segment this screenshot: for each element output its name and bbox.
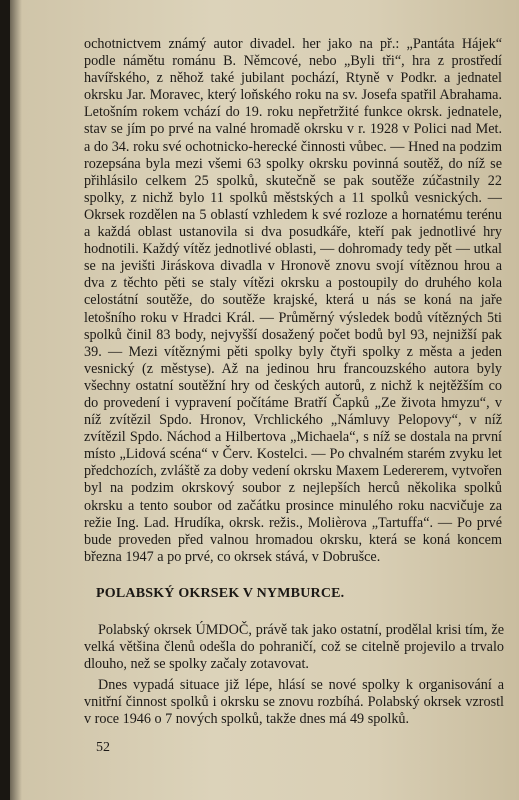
section-body bbox=[84, 622, 504, 733]
paragraph: ochotnictvem známý autor divadel. her jako na př.: „Pantáta Hájek“ podle námětu románu B. Němcové, nebo „Byli tři“, hra z prostředí havířského, z něhož také jubilant pochází, Rtyně v Podkr. a jednatel okrsku Jar. Moravec, který loňského roku na sv. Josefa spatřil Abrahama. Letošním rokem vchází do 19. roku nepřetržité funkce okrsk. jednatele, stav se jím po prvé na valné hromadě okrsku v r. 1928 v Polici nad Met. a do 34. roku své ochotnicko-herecké činnosti vůbec. — Hned na podzim rozepsána byla mezi všemi 63 spolky okrsku povinná soutěž, do níž se přihlásilo celkem 25 spolků, skutečně se pak soutěže zúčastnily 22 spolky, z nichž bylo 11 spolků městských a 11 spolků vesnických. — Okrsek rozdělen na 5 oblastí vzhledem k své rozloze a hornatému terénu a každá oblast ustanovila si dva posudkáře, kteří pak jednotlivé hry hodnotili. Každý vítěz jednotlivé oblasti, — dohromady tedy pět — utkal se na jevišti Jiráskova divadla v Hronově znovu svojí vítěznou hrou a dva z těchto pěti se staly vítězi okrsku a postoupily do druhého kola celostátní soutěže, do soutěže krajské, která u nás se koná na jaře letošního roku v Hradci Král. — Průměrný výsledek bodů vítězných 5ti spolků činil 83 body, nejvyšší dosažený počet bodů byl 93, nejnižší pak 39. — Mezi vítěznými pěti spolky byly čtyři spolky z města a jeden vesnický (z městyse). Až na jedinou hru francouzského autora byly všechny ostatní soutěžní hry od českých autorů, z nichž k nejtěžším co do provedení i vypravení počítáme Bratří Čapků „Ze života hmyzu“, v níž zvítězil Spdo. Hronov, Vrchlického „Námluvy Pelopovy“, v níž zvítězil Spdo. Náchod a Hilbertova „Michaela“, s níž se dostala na první místo „Lidová scéna“ v Červ. Kostelci. — Po chvalném starém zvyku let předchozích, zvláště za doby vedení okrsku Maxem Ledererem, vytvořen byl na podzim okrskový soubor z nejlepších herců několika spolků okrsku a tento soubor od začátku prosince minulého roku nacvičuje za režie Ing. Lad. Hrudíka, okrsk. režis., Molièrova „Tartuffa“. — Po prvé bude proveden před valnou hromadou okrsku, která se koná koncem března 1947 a po prvé, co okrsek stává, v Dobrušce. bbox=[84, 36, 502, 565]
section-heading: POLABSKÝ OKRSEK V NYMBURCE. bbox=[96, 586, 345, 601]
binding-shadow bbox=[0, 0, 22, 800]
body-text bbox=[84, 36, 502, 566]
page-number: 52 bbox=[96, 740, 110, 755]
book-page bbox=[10, 0, 519, 800]
paragraph: Polabský okrsek ÚMDOČ, právě tak jako ostatní, prodělal krisi tím, že velká většina členů odešla do pohraničí, což se citelně projevilo a trvalo dlouho, než se spolky začaly zotavovat. bbox=[84, 622, 504, 673]
paragraph: Dnes vypadá situace již lépe, hlásí se nové spolky k organisování a vnitřní činnost spolků i okrsku se znovu rozbíhá. Polabský okrsek vzrostl v roce 1946 o 7 nových spolků, takže dnes má 49 spolků. bbox=[84, 677, 504, 728]
